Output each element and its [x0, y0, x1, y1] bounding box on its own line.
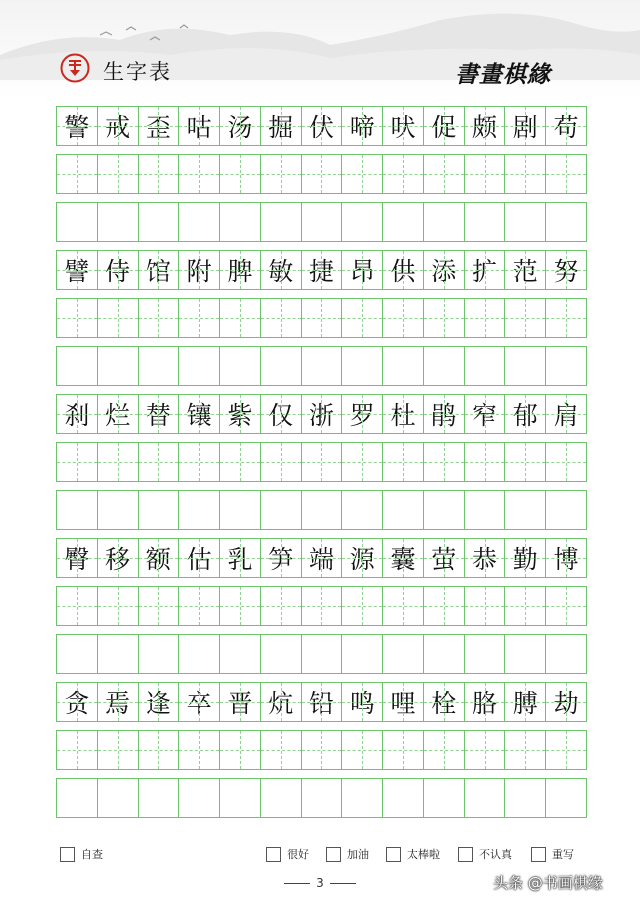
practice-cell[interactable]: [302, 298, 343, 338]
practice-cell[interactable]: [57, 298, 98, 338]
blank-cell[interactable]: [465, 490, 506, 530]
character-cell: 铅: [302, 682, 343, 722]
practice-cell[interactable]: [179, 442, 220, 482]
character-cell: 窄: [465, 394, 506, 434]
practice-cell[interactable]: [546, 298, 587, 338]
blank-cell[interactable]: [261, 634, 302, 674]
blank-cell[interactable]: [342, 346, 383, 386]
practice-cell[interactable]: [424, 154, 465, 194]
character-cell: 鸣: [342, 682, 383, 722]
character-cell: 伏: [302, 106, 343, 146]
character-cell: 囊: [383, 538, 424, 578]
blank-cell[interactable]: [98, 202, 139, 242]
self-check-option[interactable]: [60, 846, 103, 862]
character-cell: 咕: [179, 106, 220, 146]
character-cell: 移: [98, 538, 139, 578]
practice-cell[interactable]: [57, 442, 98, 482]
blank-cell[interactable]: [139, 346, 180, 386]
option-careless[interactable]: [458, 846, 512, 862]
character-cell: 哩: [383, 682, 424, 722]
blank-cell[interactable]: [383, 778, 424, 818]
checkbox-icon[interactable]: [326, 847, 341, 862]
tracing-row: [56, 442, 587, 482]
character-cell: 萤: [424, 538, 465, 578]
blank-cell[interactable]: [179, 490, 220, 530]
checkbox-icon[interactable]: [458, 847, 473, 862]
character-cell: 估: [179, 538, 220, 578]
practice-cell[interactable]: [546, 442, 587, 482]
character-cell: 范: [505, 250, 546, 290]
practice-cell[interactable]: [261, 298, 302, 338]
blank-cell[interactable]: [342, 778, 383, 818]
character-cell: 罗: [342, 394, 383, 434]
character-cell: 焉: [98, 682, 139, 722]
blank-cell[interactable]: [302, 346, 343, 386]
page-number-text: 3: [316, 876, 324, 890]
blank-cell[interactable]: [98, 634, 139, 674]
character-cell: 捷: [302, 250, 343, 290]
character-cell: 杜: [383, 394, 424, 434]
character-cell: 炕: [261, 682, 302, 722]
character-cell: 警: [57, 106, 98, 146]
practice-cell[interactable]: [342, 586, 383, 626]
practice-cell[interactable]: [139, 586, 180, 626]
blank-cell[interactable]: [98, 346, 139, 386]
character-cell: 端: [302, 538, 343, 578]
practice-cell[interactable]: [98, 586, 139, 626]
practice-cell[interactable]: [465, 298, 506, 338]
practice-cell[interactable]: [98, 154, 139, 194]
blank-cell[interactable]: [342, 634, 383, 674]
practice-cell[interactable]: [220, 154, 261, 194]
checkbox-icon[interactable]: [386, 847, 401, 862]
blank-cell[interactable]: [342, 202, 383, 242]
blank-cell[interactable]: [98, 490, 139, 530]
character-cell: 譬: [57, 250, 98, 290]
brand-name: 書畫棋緣: [455, 61, 551, 88]
character-cell: 胳: [465, 682, 506, 722]
blank-cell[interactable]: [179, 202, 220, 242]
character-cell: 剧: [505, 106, 546, 146]
character-cell: 恭: [465, 538, 506, 578]
blank-cell[interactable]: [424, 490, 465, 530]
blank-cell[interactable]: [424, 202, 465, 242]
practice-cell[interactable]: [179, 586, 220, 626]
practice-cell[interactable]: [465, 586, 506, 626]
practice-cell[interactable]: [302, 730, 343, 770]
blank-cell[interactable]: [546, 202, 587, 242]
blank-cell[interactable]: [261, 202, 302, 242]
blank-cell[interactable]: [220, 634, 261, 674]
character-cell: 刹: [57, 394, 98, 434]
option-very-good[interactable]: [266, 846, 309, 862]
blank-cell[interactable]: [505, 346, 546, 386]
practice-cell[interactable]: [383, 298, 424, 338]
character-cell: 膊: [505, 682, 546, 722]
page-title: 生字表: [103, 60, 172, 84]
character-cell: 贪: [57, 682, 98, 722]
practice-cell[interactable]: [546, 154, 587, 194]
practice-cell[interactable]: [98, 730, 139, 770]
character-cell: 歪: [139, 106, 180, 146]
blank-cell[interactable]: [546, 778, 587, 818]
practice-cell[interactable]: [505, 154, 546, 194]
character-cell: 扩: [465, 250, 506, 290]
practice-cell[interactable]: [383, 730, 424, 770]
practice-cell[interactable]: [465, 730, 506, 770]
practice-cell[interactable]: [57, 154, 98, 194]
character-cell: 侍: [98, 250, 139, 290]
blank-cell[interactable]: [57, 634, 98, 674]
practice-cell[interactable]: [220, 298, 261, 338]
option-label: 太棒啦: [407, 848, 440, 861]
self-check-label: 自查: [81, 848, 103, 861]
blank-cell[interactable]: [98, 778, 139, 818]
blank-row: [56, 490, 587, 530]
checkbox-icon[interactable]: [266, 847, 281, 862]
blank-cell[interactable]: [383, 202, 424, 242]
character-row: [56, 538, 587, 578]
character-cell: 附: [179, 250, 220, 290]
character-cell: 镶: [179, 394, 220, 434]
practice-cell[interactable]: [546, 730, 587, 770]
practice-cell[interactable]: [98, 298, 139, 338]
blank-cell[interactable]: [220, 490, 261, 530]
tracing-row: [56, 298, 587, 338]
character-cell: 肩: [546, 394, 587, 434]
checkbox-icon[interactable]: [531, 847, 546, 862]
option-label: 很好: [287, 848, 309, 861]
blank-cell[interactable]: [383, 490, 424, 530]
practice-cell[interactable]: [302, 586, 343, 626]
practice-grid: [56, 106, 587, 818]
character-cell: 栓: [424, 682, 465, 722]
practice-cell[interactable]: [342, 730, 383, 770]
option-keep-going[interactable]: [326, 846, 369, 862]
option-label: 不认真: [479, 848, 512, 861]
blank-cell[interactable]: [261, 778, 302, 818]
practice-cell[interactable]: [179, 298, 220, 338]
character-cell: 敏: [261, 250, 302, 290]
practice-cell[interactable]: [261, 730, 302, 770]
character-row: [56, 682, 587, 722]
practice-cell[interactable]: [424, 730, 465, 770]
blank-row: [56, 634, 587, 674]
blank-cell[interactable]: [220, 346, 261, 386]
blank-cell[interactable]: [505, 778, 546, 818]
character-cell: 昂: [342, 250, 383, 290]
character-cell: 吠: [383, 106, 424, 146]
practice-cell[interactable]: [465, 154, 506, 194]
blank-cell[interactable]: [424, 634, 465, 674]
blank-cell[interactable]: [179, 346, 220, 386]
practice-cell[interactable]: [220, 730, 261, 770]
blank-cell[interactable]: [546, 490, 587, 530]
practice-cell[interactable]: [261, 442, 302, 482]
character-cell: 颇: [465, 106, 506, 146]
character-cell: 供: [383, 250, 424, 290]
practice-cell[interactable]: [139, 730, 180, 770]
tracing-row: [56, 586, 587, 626]
character-cell: 晋: [220, 682, 261, 722]
watermark: 头条 @书画棋缘: [493, 874, 603, 892]
character-cell: 汤: [220, 106, 261, 146]
blank-cell[interactable]: [261, 490, 302, 530]
character-cell: 浙: [302, 394, 343, 434]
character-cell: 馆: [139, 250, 180, 290]
blank-cell[interactable]: [302, 490, 343, 530]
blank-cell[interactable]: [465, 202, 506, 242]
character-cell: 仅: [261, 394, 302, 434]
practice-cell[interactable]: [302, 154, 343, 194]
blank-cell[interactable]: [179, 634, 220, 674]
practice-cell[interactable]: [261, 154, 302, 194]
practice-cell[interactable]: [57, 730, 98, 770]
blank-cell[interactable]: [465, 346, 506, 386]
character-cell: 源: [342, 538, 383, 578]
character-cell: 劫: [546, 682, 587, 722]
character-row: [56, 106, 587, 146]
tracing-row: [56, 154, 587, 194]
blank-row: [56, 346, 587, 386]
blank-cell[interactable]: [465, 634, 506, 674]
practice-cell[interactable]: [139, 298, 180, 338]
character-row: [56, 394, 587, 434]
practice-cell[interactable]: [342, 298, 383, 338]
character-cell: 替: [139, 394, 180, 434]
character-cell: 臀: [57, 538, 98, 578]
practice-cell[interactable]: [220, 586, 261, 626]
practice-cell[interactable]: [57, 586, 98, 626]
character-cell: 博: [546, 538, 587, 578]
practice-cell[interactable]: [342, 442, 383, 482]
character-cell: 努: [546, 250, 587, 290]
character-cell: 添: [424, 250, 465, 290]
character-cell: 啼: [342, 106, 383, 146]
practice-cell[interactable]: [220, 442, 261, 482]
blank-cell[interactable]: [546, 346, 587, 386]
blank-cell[interactable]: [139, 634, 180, 674]
blank-cell[interactable]: [179, 778, 220, 818]
character-row: [56, 250, 587, 290]
practice-cell[interactable]: [424, 586, 465, 626]
character-cell: 戒: [98, 106, 139, 146]
character-cell: 笋: [261, 538, 302, 578]
blank-cell[interactable]: [383, 346, 424, 386]
practice-cell[interactable]: [424, 442, 465, 482]
tracing-row: [56, 730, 587, 770]
character-cell: 卒: [179, 682, 220, 722]
practice-cell[interactable]: [383, 442, 424, 482]
character-cell: 勤: [505, 538, 546, 578]
blank-cell[interactable]: [57, 202, 98, 242]
blank-cell[interactable]: [302, 778, 343, 818]
character-cell: 促: [424, 106, 465, 146]
character-cell: 乳: [220, 538, 261, 578]
blank-row: [56, 202, 587, 242]
blank-cell[interactable]: [424, 778, 465, 818]
blank-cell[interactable]: [546, 634, 587, 674]
option-excellent[interactable]: [386, 846, 440, 862]
practice-cell[interactable]: [383, 154, 424, 194]
evaluation-footer: [0, 846, 640, 866]
blank-cell[interactable]: [57, 778, 98, 818]
character-cell: 烂: [98, 394, 139, 434]
practice-cell[interactable]: [505, 730, 546, 770]
blank-cell[interactable]: [139, 202, 180, 242]
blank-cell[interactable]: [505, 634, 546, 674]
option-label: 重写: [552, 848, 574, 861]
practice-cell[interactable]: [505, 442, 546, 482]
practice-cell[interactable]: [179, 730, 220, 770]
character-cell: 郁: [505, 394, 546, 434]
blank-cell[interactable]: [302, 634, 343, 674]
blank-cell[interactable]: [220, 778, 261, 818]
practice-cell[interactable]: [302, 442, 343, 482]
practice-cell[interactable]: [424, 298, 465, 338]
blank-cell[interactable]: [139, 490, 180, 530]
blank-cell[interactable]: [261, 346, 302, 386]
blank-cell[interactable]: [424, 346, 465, 386]
blank-cell[interactable]: [465, 778, 506, 818]
character-cell: 苟: [546, 106, 587, 146]
practice-cell[interactable]: [139, 154, 180, 194]
practice-cell[interactable]: [505, 298, 546, 338]
blank-cell[interactable]: [505, 490, 546, 530]
blank-cell[interactable]: [505, 202, 546, 242]
character-cell: 脾: [220, 250, 261, 290]
blank-cell[interactable]: [383, 634, 424, 674]
practice-cell[interactable]: [546, 586, 587, 626]
brand-logo-icon: [60, 53, 90, 83]
character-cell: 逢: [139, 682, 180, 722]
character-cell: 掘: [261, 106, 302, 146]
practice-cell[interactable]: [383, 586, 424, 626]
practice-cell[interactable]: [261, 586, 302, 626]
option-label: 加油: [347, 848, 369, 861]
character-cell: 紫: [220, 394, 261, 434]
blank-cell[interactable]: [57, 490, 98, 530]
practice-cell[interactable]: [505, 586, 546, 626]
option-rewrite[interactable]: [531, 846, 574, 862]
practice-cell[interactable]: [465, 442, 506, 482]
blank-cell[interactable]: [220, 202, 261, 242]
practice-cell[interactable]: [98, 442, 139, 482]
blank-cell[interactable]: [57, 346, 98, 386]
character-cell: 额: [139, 538, 180, 578]
practice-cell[interactable]: [139, 442, 180, 482]
blank-cell[interactable]: [342, 490, 383, 530]
practice-cell[interactable]: [342, 154, 383, 194]
checkbox-icon[interactable]: [60, 847, 75, 862]
blank-row: [56, 778, 587, 818]
blank-cell[interactable]: [139, 778, 180, 818]
practice-cell[interactable]: [179, 154, 220, 194]
blank-cell[interactable]: [302, 202, 343, 242]
character-cell: 鹃: [424, 394, 465, 434]
